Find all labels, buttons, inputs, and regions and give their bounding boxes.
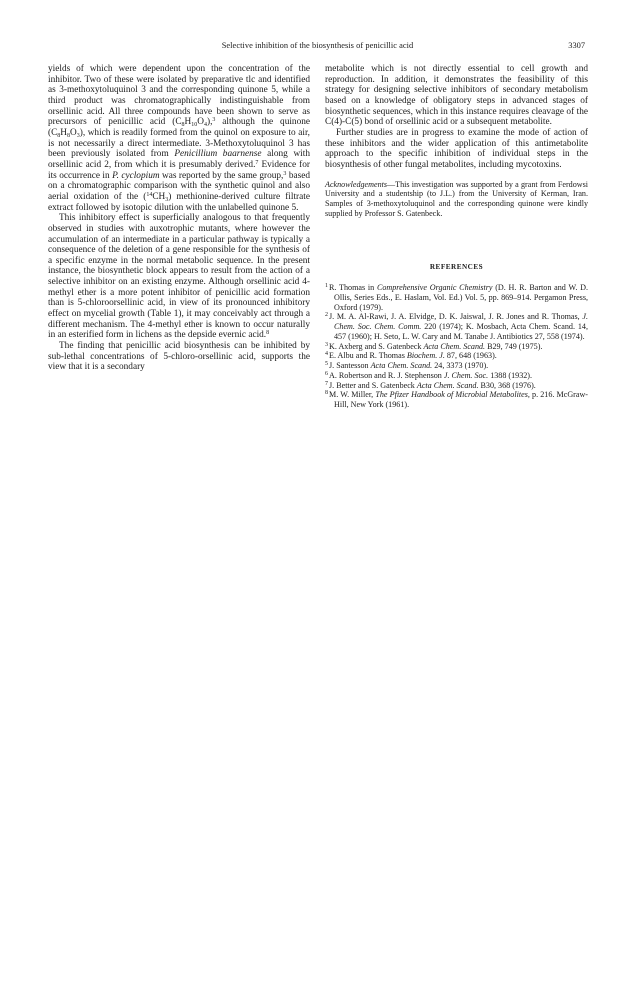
reference-item: $^5$J. Santesson Acta Chem. Scand. 24, 3373 (1970). [325, 361, 489, 371]
references-heading: REFERENCES [429, 263, 484, 272]
reference-item: $^8$M. W. Miller, The Pfizer Handbook of Microbial Metabolites, p. 216. McGraw-Hill, New York (1961). [325, 390, 589, 410]
reference-item: $^4$E. Albu and R. Thomas Biochem. J. 87, 648 (1963). [325, 351, 497, 361]
paragraph-3: The finding that penicillic acid biosynthesis can be inhibited by sub-lethal concentrations of 5-chloro-orsellinic acid, supports the view that it is a secondary [48, 341, 310, 373]
reference-list [325, 283, 588, 410]
page-number: 3307 [568, 41, 585, 50]
paragraph-1: yields of which were dependent upon the concentration of the inhibitor. Two of these were isolated by preparative tlc and identified as 3-methoxytoluquinol 3 and the corresponding quinone 5, while a third product was chromatographically indistinguishable from orsellinic acid. All three compounds have been shown to serve as precursors of penicillic acid $(C_8H_{10}O_4),^3$ although the quinone $(C_8H_8O_3)$, which is readily formed from the quinol on exposure to air, is not necessarily a direct intermediate. 3-Methoxytoluquinol 3 has been previously isolated from Penicillium baarnense along with orsellinic acid 2, from which it is presumably derived.$^7$ Evidence for its occurrence in P. cyclopium was reported by the same group,$^3$ based on a chromatographic comparison with the synthetic quinol and also aerial oxidation of the $(^{14}CH_3)$ methionine-derived culture filtrate extract followed by isotopic dilution with the unlabelled quinone 5. [48, 64, 310, 213]
reference-item: $^6$A. Robertson and R. J. Stephenson J. Chem. Soc. 1388 (1932). [325, 370, 533, 380]
left-column [48, 64, 310, 373]
reference-item: $^7$J. Better and S. Gatenbeck Acta Chem. Scand. B30, 368 (1976). [325, 380, 536, 390]
reference-item: $^1$R. Thomas in Comprehensive Organic Chemistry (D. H. R. Barton and W. D. Ollis, Series Eds., E. Haslam, Vol. Ed.) Vol. 5, pp. 869–914. Pergamon Press, Oxford (1979). [325, 283, 589, 312]
paragraph-2: This inhibitory effect is superficially analogous to that frequently observed in studies with auxotrophic mutants, where however the accumulation of an intermediate in a particular pathway is typically a consequence of the deletion of a gene responsible for the synthesis of a specific enzyme in the normal metabolic sequence. In the present instance, the biosynthetic block appears to result from the action of a selective inhibitor on an existing enzyme. Although orsellinic acid 4-methyl ether is a more potent inhibitor of penicillic acid formation than is 5-chloroorsellinic acid, in view of its pronounced inhibitory effect on mycelial growth (Table 1), it may conceivably act through a different mechanism. The 4-methyl ether is known to occur naturally in an esterified form in lichens as the depside evernic acid.$^8$ [48, 213, 310, 341]
running-header [50, 41, 585, 55]
right-column [325, 64, 588, 410]
reference-item: $^2$J. M. A. Al-Rawi, J. A. Elvidge, D. K. Jaiswal, J. R. Jones and R. Thomas, J. Chem. Soc. Chem. Comm. 220 (1974); K. Mosbach, Acta Chem. Scand. 14, 457 (1960); H. Seto, L. W. Cary and M. Tanabe J. Antibiotics 27, 558 (1974). [325, 312, 588, 341]
reference-item: $^3$K. Axberg and S. Gatenbeck Acta Chem. Scand. B29, 749 (1975). [325, 341, 543, 351]
acknowledgements: Acknowledgements—This investigation was supported by a grant from Ferdowsi University and a studentship (to J.L.) from the University of Kerman, Iran. Samples of 3-methoxytoluquinol and the corresponding quinone were kindly supplied by Professor S. Gatenbeck. [325, 179, 588, 218]
paragraph-5: Further studies are in progress to examine the mode of action of these inhibitors and the wider application of this antimetabolite approach to the specific inhibition of individual steps in the biosynthesis of other fungal metabolites, including mycotoxins. [325, 127, 588, 170]
paragraph-4: metabolite which is not directly essential to cell growth and reproduction. In addition, it demonstrates the feasibility of this strategy for designing selective inhibitors of secondary metabolism based on a knowledge of obligatory steps in advanced stages of biosynthetic sequences, which in this instance requires cleavage of the C(4)-C(5) bond of orsellinic acid or a subsequent metabolite. [325, 64, 588, 128]
running-title: Selective inhibition of the biosynthesis of penicillic acid [221, 41, 414, 50]
